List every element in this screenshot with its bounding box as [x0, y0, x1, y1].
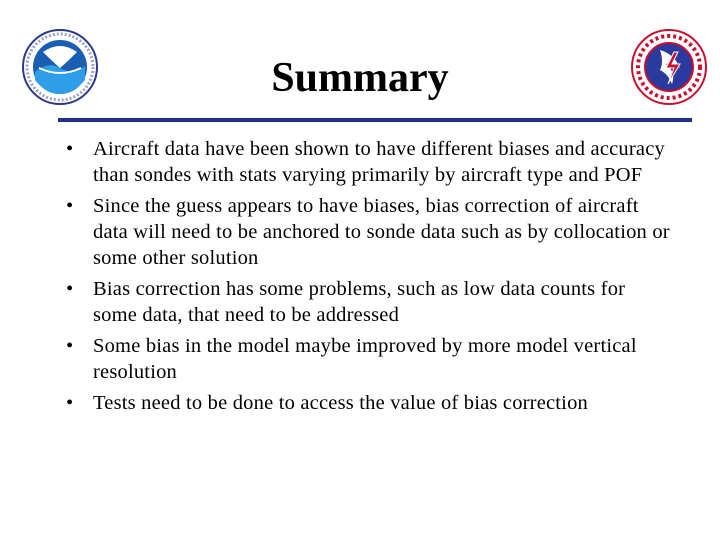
bullet-item	[62, 390, 672, 416]
bullet-symbol: •	[66, 335, 74, 357]
bullet-item	[62, 193, 672, 271]
bullet-item	[62, 136, 672, 188]
bullet-text: Some bias in the model maybe improved by more model vertical resolution	[93, 335, 637, 383]
bullet-symbol: •	[66, 138, 74, 160]
title-divider	[58, 118, 692, 122]
bullet-text: Tests need to be done to access the value of bias correction	[93, 392, 588, 414]
bullet-symbol: •	[66, 392, 74, 414]
bullet-text: Since the guess appears to have biases, bias correction of aircraft data will need to be anchored to sonde data such as by collocation or some other solution	[93, 195, 670, 269]
bullet-symbol: •	[66, 278, 74, 300]
bullet-item	[62, 276, 672, 328]
bullet-item	[62, 333, 672, 385]
bullet-text: Aircraft data have been shown to have different biases and accuracy than sondes with stats varying primarily by aircraft type and POF	[93, 138, 665, 186]
slide-title: Summary	[271, 55, 449, 101]
bullet-text: Bias correction has some problems, such as low data counts for some data, that need to be addressed	[93, 278, 626, 326]
bullet-list	[62, 136, 672, 421]
bullet-symbol: •	[66, 195, 74, 217]
